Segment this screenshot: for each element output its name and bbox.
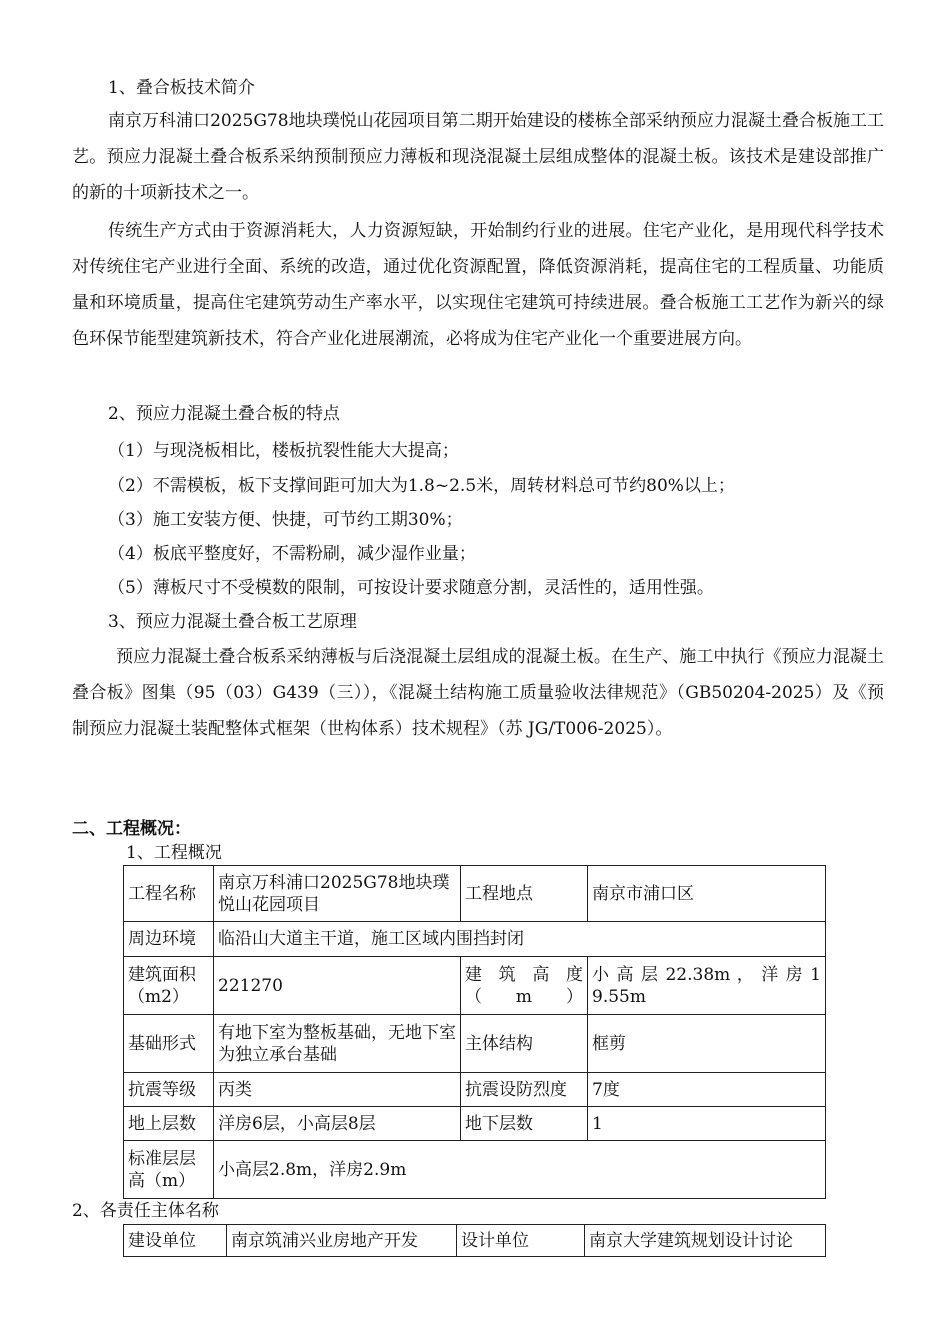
responsible-parties-table <box>123 1224 826 1257</box>
heading-principle: 3、预应力混凝土叠合板工艺原理 <box>108 612 357 632</box>
value-seismic-intensity: 7度 <box>588 1073 826 1107</box>
label-foundation-type: 基础形式 <box>124 1015 214 1073</box>
table-row <box>124 866 826 922</box>
value-construction-unit: 南京筑浦兴业房地产开发 <box>227 1225 457 1257</box>
label-project-location: 工程地点 <box>461 866 588 922</box>
project-overview-table <box>123 865 826 1199</box>
label-seismic-grade: 抗震等级 <box>124 1073 214 1107</box>
label-floors-above: 地上层数 <box>124 1107 214 1141</box>
table-row <box>124 1107 826 1141</box>
value-seismic-grade: 丙类 <box>214 1073 461 1107</box>
table-row <box>124 1141 826 1199</box>
table-row <box>124 922 826 957</box>
paragraph-principle: 预应力混凝土叠合板系采纳薄板与后浇混凝土层组成的混凝土板。在生产、施工中执行《预应力混凝土叠合板》图集（95（03）G439（三）），《混凝土结构施工质量验收法律规范》（GB50204-2025）及《预制预应力混凝土装配整体式框架（世构体系）技术规程》（苏 JG/T006-2025）。 <box>72 647 884 739</box>
value-foundation-type: 有地下室为整板基础，无地下室为独立承台基础 <box>214 1015 461 1073</box>
value-project-location: 南京市浦口区 <box>588 866 826 922</box>
label-construction-unit: 建设单位 <box>124 1225 227 1257</box>
heading-technology-intro: 1、叠合板技术简介 <box>108 78 255 98</box>
table-row <box>124 1073 826 1107</box>
section-title-overview: 二、工程概况： <box>72 819 191 839</box>
paragraph-intro: 南京万科浦口2025G78地块璞悦山花园项目第二期开始建设的楼栋全部采纳预应力混凝土叠合板施工工艺。预应力混凝土叠合板系采纳预制预应力薄板和现浇混凝土层组成整体的混凝土板。该技术是建设部推广的新的十项新技术之一。 <box>72 111 884 203</box>
label-seismic-intensity: 抗震设防烈度 <box>461 1073 588 1107</box>
value-main-structure: 框剪 <box>588 1015 826 1073</box>
feature-item-3: （3）施工安装方便、快捷，可节约工期30%； <box>108 510 463 530</box>
label-main-structure: 主体结构 <box>461 1015 588 1073</box>
label-floors-below: 地下层数 <box>461 1107 588 1141</box>
feature-item-5: （5）薄板尺寸不受模数的限制，可按设计要求随意分割，灵活性的，适用性强。 <box>108 578 714 598</box>
table-row <box>124 1015 826 1073</box>
label-floor-height: 标准层层高（m） <box>124 1141 214 1199</box>
value-design-unit: 南京大学建筑规划设计讨论 <box>585 1225 826 1257</box>
label-building-area: 建筑面积（m2） <box>124 957 214 1015</box>
feature-item-4: （4）板底平整度好，不需粉刷，减少湿作业量； <box>108 544 476 564</box>
feature-item-1: （1）与现浇板相比，楼板抗裂性能大大提高； <box>108 441 459 461</box>
table-row <box>124 957 826 1015</box>
heading-features: 2、预应力混凝土叠合板的特点 <box>108 404 340 424</box>
label-design-unit: 设计单位 <box>457 1225 585 1257</box>
table-row <box>124 1225 826 1257</box>
paragraph-industrialization: 传统生产方式由于资源消耗大，人力资源短缺，开始制约行业的进展。住宅产业化，是用现代科学技术对传统住宅产业进行全面、系统的改造，通过优化资源配置，降低资源消耗，提高住宅的工程质量、功能质量和环境质量，提高住宅建筑劳动生产率水平，以实现住宅建筑可持续进展。叠合板施工工艺作为新兴的绿色环保节能型建筑新技术，符合产业化进展潮流，必将成为住宅产业化一个重要进展方向。 <box>72 221 884 349</box>
value-surroundings: 临沿山大道主干道，施工区域内围挡封闭 <box>214 922 826 957</box>
value-floor-height: 小高层2.8m，洋房2.9m <box>214 1141 826 1199</box>
label-surroundings: 周边环境 <box>124 922 214 957</box>
feature-item-2: （2）不需模板，板下支撑间距可加大为1.8~2.5米，周转材料总可节约80%以上； <box>108 476 735 496</box>
value-project-name: 南京万科浦口2025G78地块璞悦山花园项目 <box>214 866 461 922</box>
value-floors-above: 洋房6层，小高层8层 <box>214 1107 461 1141</box>
subheading-responsible-parties: 2、各责任主体名称 <box>72 1201 219 1221</box>
subheading-project-overview: 1、工程概况 <box>126 843 222 863</box>
value-building-height: 小 高 层 22.38m ， 洋 房 19.55m <box>588 957 826 1015</box>
label-building-height: 建 筑 高 度（m） <box>461 957 588 1015</box>
value-building-area: 221270 <box>214 957 461 1015</box>
label-project-name: 工程名称 <box>124 866 214 922</box>
value-floors-below: 1 <box>588 1107 826 1141</box>
